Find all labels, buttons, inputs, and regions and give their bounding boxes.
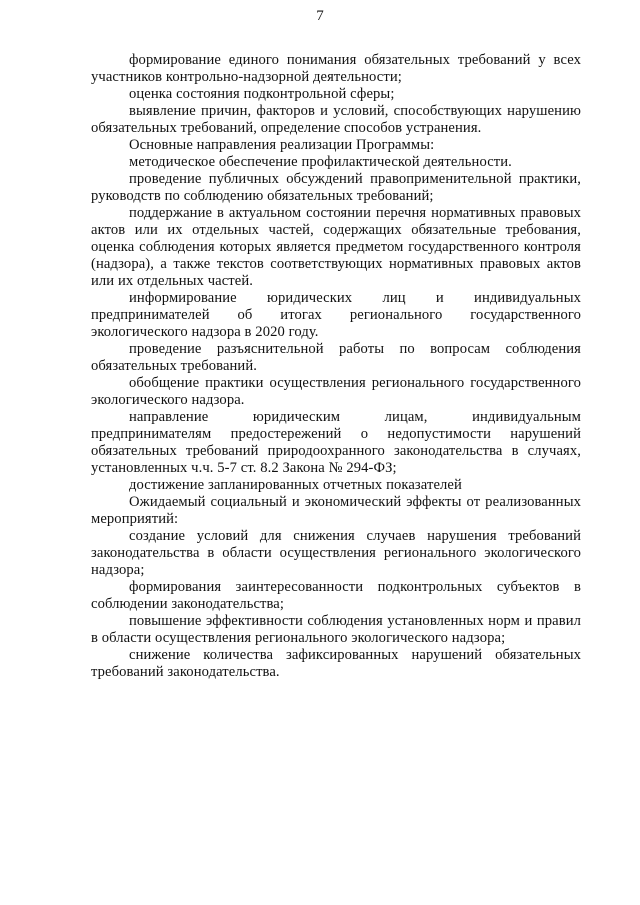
paragraph: снижение количества зафиксированных нарушений обязательных требований законодательства.: [91, 647, 581, 680]
paragraph: повышение эффективности соблюдения установленных норм и правил в области осуществления регионального экологического надзора;: [91, 613, 581, 646]
paragraph: создание условий для снижения случаев нарушения требований законодательства в области осуществления регионального экологического надзора;: [91, 528, 581, 578]
paragraph: методическое обеспечение профилактической деятельности.: [129, 154, 512, 170]
paragraph: направление юридическим лицам, индивидуальным предпринимателям предостережений о недопустимости нарушений обязательных требований природоохранного законодательства в случаях, установленных ч.ч. 5-7 ст. 8.2 Закона № 294-ФЗ;: [91, 409, 581, 476]
page-number: 7: [316, 8, 324, 24]
paragraph: проведение разъяснительной работы по вопросам соблюдения обязательных требований.: [91, 341, 581, 374]
paragraph: формирование единого понимания обязательных требований у всех участников контрольно-надзорной деятельности;: [91, 52, 581, 85]
paragraph: проведение публичных обсуждений правоприменительной практики, руководств по соблюдению обязательных требований;: [91, 171, 581, 204]
document-body: [91, 52, 581, 681]
paragraph: Основные направления реализации Программы:: [129, 137, 435, 153]
paragraph: выявление причин, факторов и условий, способствующих нарушению обязательных требований, определение способов устранения.: [91, 103, 581, 136]
paragraph: оценка состояния подконтрольной сферы;: [129, 86, 395, 102]
paragraph: обобщение практики осуществления регионального государственного экологического надзора.: [91, 375, 581, 408]
paragraph: поддержание в актуальном состоянии перечня нормативных правовых актов или их отдельных частей, содержащих обязательные требования, оценка соблюдения которых является предметом государственного контроля (надзора), а также текстов соответствующих нормативных правовых актов или их отдельных частей.: [91, 205, 581, 289]
paragraph: достижение запланированных отчетных показателей: [129, 477, 462, 493]
paragraph: Ожидаемый социальный и экономический эффекты от реализованных мероприятий:: [91, 494, 581, 527]
paragraph: информирование юридических лиц и индивидуальных предпринимателей об итогах регионального государственного экологического надзора в 2020 году.: [91, 290, 581, 340]
paragraph: формирования заинтересованности подконтрольных субъектов в соблюдении законодательства;: [91, 579, 581, 612]
